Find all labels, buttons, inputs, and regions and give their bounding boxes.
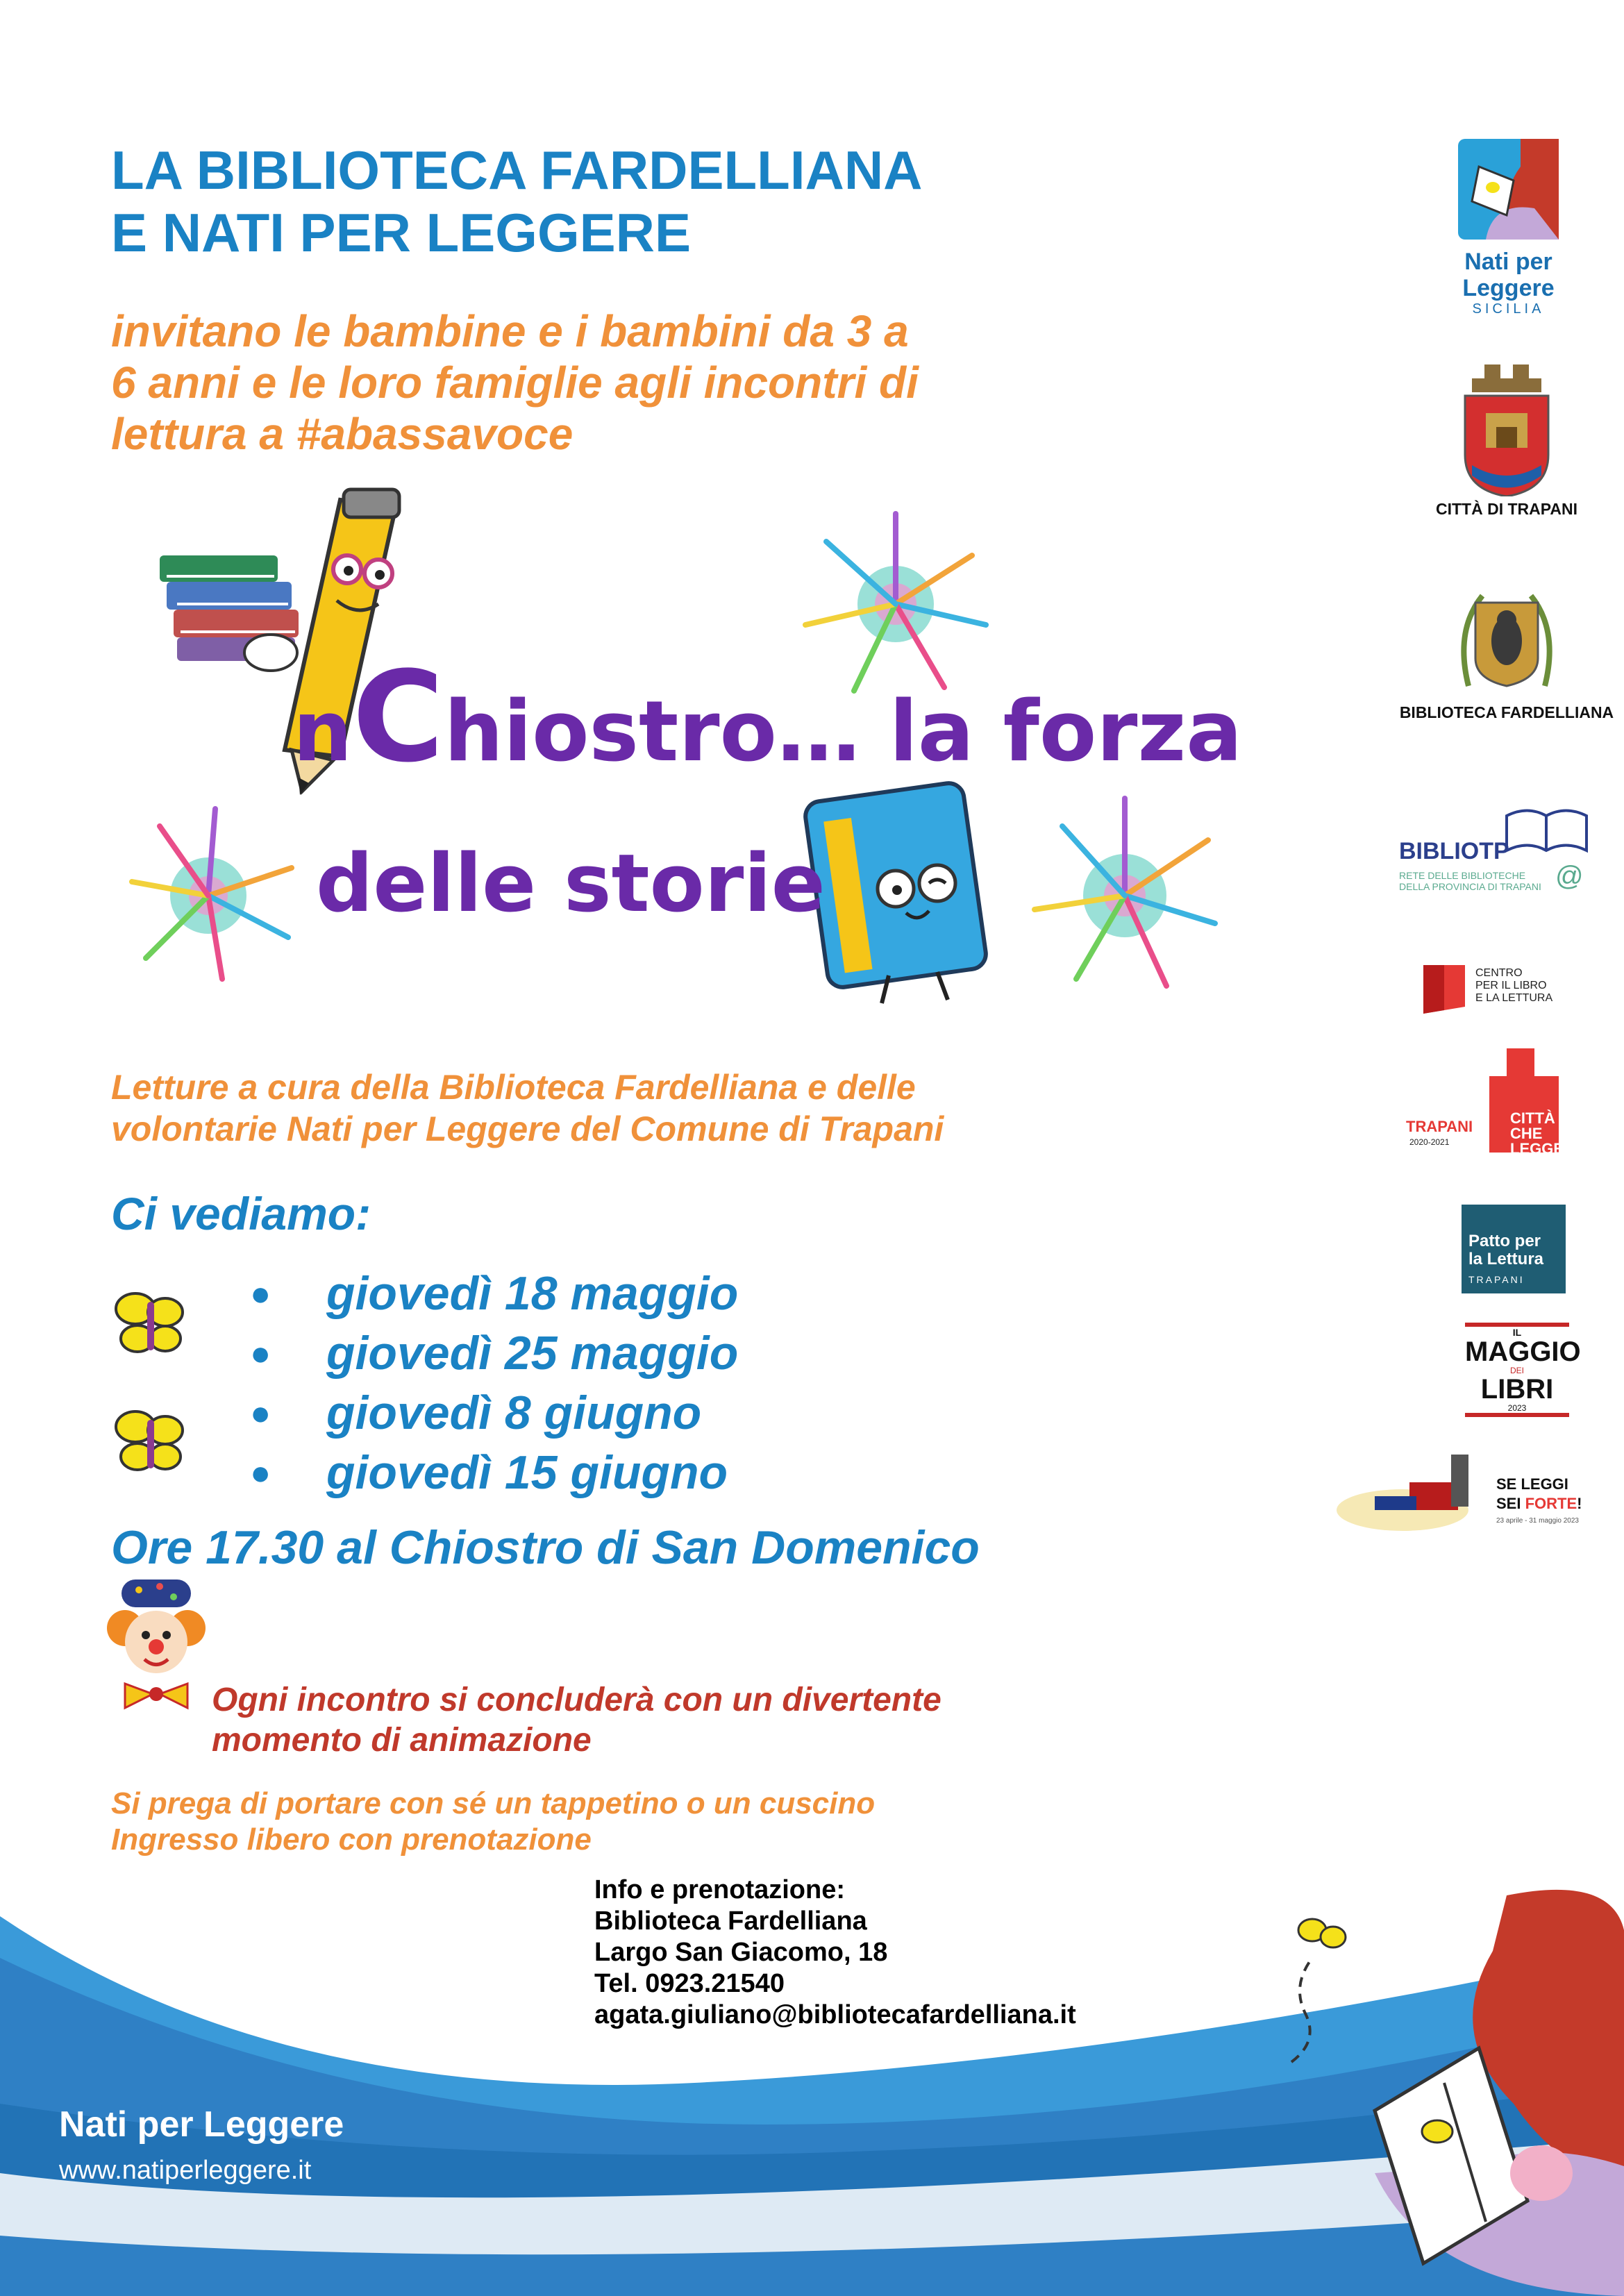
free-entry-note: Ingresso libero con prenotazione bbox=[111, 1822, 592, 1857]
maggio-word-label: MAGGIO bbox=[1465, 1336, 1581, 1367]
bibliotp-logo bbox=[1399, 802, 1590, 899]
patto-lettura-label: Patto per la Lettura bbox=[1468, 1232, 1544, 1268]
centro-libro-logo bbox=[1416, 962, 1569, 1017]
footer-brand: Nati per Leggere bbox=[59, 2104, 344, 2145]
citta-che-legge-logo bbox=[1406, 1048, 1564, 1157]
color-splash-top bbox=[805, 514, 986, 691]
list-item: ● giovedì 25 maggio bbox=[250, 1323, 738, 1383]
credits-text: Letture a cura della Biblioteca Fardelliana e delle volontarie Nati per Leggere del Comune di Trapani bbox=[111, 1068, 944, 1148]
bullet-icon: ● bbox=[250, 1393, 271, 1432]
banner-title-line1: nChiostro… la forza bbox=[293, 645, 1243, 790]
npl-logo-title: Nati per Leggere bbox=[1462, 249, 1555, 301]
biblioteca-fardelliana-label: BIBLIOTECA FARDELLIANA bbox=[1399, 703, 1614, 721]
maggio-libri-logo bbox=[1465, 1323, 1581, 1420]
fardelliana-emblem-icon bbox=[1455, 589, 1559, 700]
cushion-note: Si prega di portare con sé un tappetino o un cuscino bbox=[111, 1786, 876, 1820]
info-email[interactable]: agata.giuliano@bibliotecafardelliana.it bbox=[594, 2000, 1076, 2029]
se-leggi-line2: SEI FORTE! bbox=[1496, 1495, 1582, 1512]
bullet-icon: ● bbox=[250, 1334, 271, 1373]
biblioteca-fardelliana-logo bbox=[1389, 589, 1624, 722]
se-leggi-dates: 23 aprile - 31 maggio 2023 bbox=[1496, 1517, 1579, 1525]
centro-libro-label: CENTRO PER IL LIBRO E LA LETTURA bbox=[1475, 967, 1553, 1004]
at-sign-icon: @ bbox=[1555, 861, 1584, 891]
animation-note: Ogni incontro si concluderà con un divertente momento di animazione bbox=[212, 1682, 941, 1759]
banner-title-line2: delle storie bbox=[316, 837, 826, 930]
info-address: Largo San Giacomo, 18 bbox=[594, 1938, 888, 1967]
invitation-subtitle: invitano le bambine e i bambini da 3 a 6 anni e le loro famiglie agli incontri di lettura a #abassavoce bbox=[111, 306, 919, 459]
trapani-coat-of-arms-icon bbox=[1462, 364, 1552, 496]
list-item: ● giovedì 18 maggio bbox=[250, 1264, 738, 1323]
se-leggi-sei-forte-logo bbox=[1333, 1448, 1583, 1545]
list-item: ● giovedì 8 giugno bbox=[250, 1383, 738, 1443]
color-splash-right bbox=[1035, 798, 1215, 986]
bullet-icon: ● bbox=[250, 1453, 271, 1492]
event-time-location: Ore 17.30 al Chiostro di San Domenico bbox=[111, 1521, 980, 1574]
citta-che-legge-label: CITTÀ CHE LEGGE bbox=[1510, 1109, 1564, 1157]
citta-trapani-logo bbox=[1403, 364, 1611, 519]
bullet-icon: ● bbox=[250, 1274, 271, 1313]
bibliotp-label: BIBLIOTP bbox=[1399, 838, 1509, 864]
ci-vediamo-heading: Ci vediamo: bbox=[111, 1188, 371, 1239]
book-mascot-illustration bbox=[803, 781, 987, 1003]
se-leggi-line1: SE LEGGI bbox=[1496, 1475, 1568, 1493]
npl-sicilia-logo bbox=[1458, 139, 1559, 317]
maggio-year-label: 2023 bbox=[1465, 1403, 1569, 1417]
info-contact-block bbox=[594, 1875, 1076, 2031]
info-heading: Info e prenotazione: bbox=[594, 1875, 845, 1904]
maggio-dei-label: DEI bbox=[1509, 1366, 1524, 1375]
girl-reading-illustration bbox=[1264, 1875, 1624, 2296]
citta-trapani-label: CITTÀ DI TRAPANI bbox=[1435, 500, 1577, 518]
patto-lettura-city: TRAPANI bbox=[1468, 1274, 1525, 1285]
se-leggi-illustration bbox=[1333, 1455, 1479, 1538]
practical-notes bbox=[111, 1786, 875, 1858]
butterfly-icon bbox=[111, 1402, 187, 1479]
event-banner bbox=[111, 486, 1278, 1028]
npl-logo-icon bbox=[1458, 139, 1559, 240]
footer-url[interactable]: www.natiperleggere.it bbox=[59, 2156, 312, 2185]
page-title: LA BIBLIOTECA FARDELLIANA E NATI PER LEGGERE bbox=[111, 140, 923, 263]
info-phone[interactable]: Tel. 0923.21540 bbox=[594, 1969, 785, 1998]
dates-list bbox=[250, 1264, 738, 1502]
info-name: Biblioteca Fardelliana bbox=[594, 1907, 867, 1936]
centro-libro-icon bbox=[1416, 962, 1468, 1017]
maggio-il-label: IL bbox=[1465, 1323, 1569, 1338]
butterfly-icon bbox=[111, 1284, 187, 1361]
npl-logo-region: SICILIA bbox=[1472, 301, 1545, 317]
trapani-label: TRAPANI bbox=[1406, 1118, 1473, 1135]
bibliotp-subtitle: RETE DELLE BIBLIOTECHE DELLA PROVINCIA DI TRAPANI bbox=[1399, 870, 1541, 892]
list-item: ● giovedì 15 giugno bbox=[250, 1443, 738, 1502]
maggio-libri-label: LIBRI bbox=[1480, 1374, 1554, 1405]
trapani-years-label: 2020-2021 bbox=[1409, 1137, 1450, 1147]
color-splash-left bbox=[132, 809, 292, 979]
open-book-icon bbox=[1503, 802, 1590, 857]
clown-icon bbox=[104, 1576, 208, 1715]
patto-lettura-logo bbox=[1462, 1205, 1566, 1293]
